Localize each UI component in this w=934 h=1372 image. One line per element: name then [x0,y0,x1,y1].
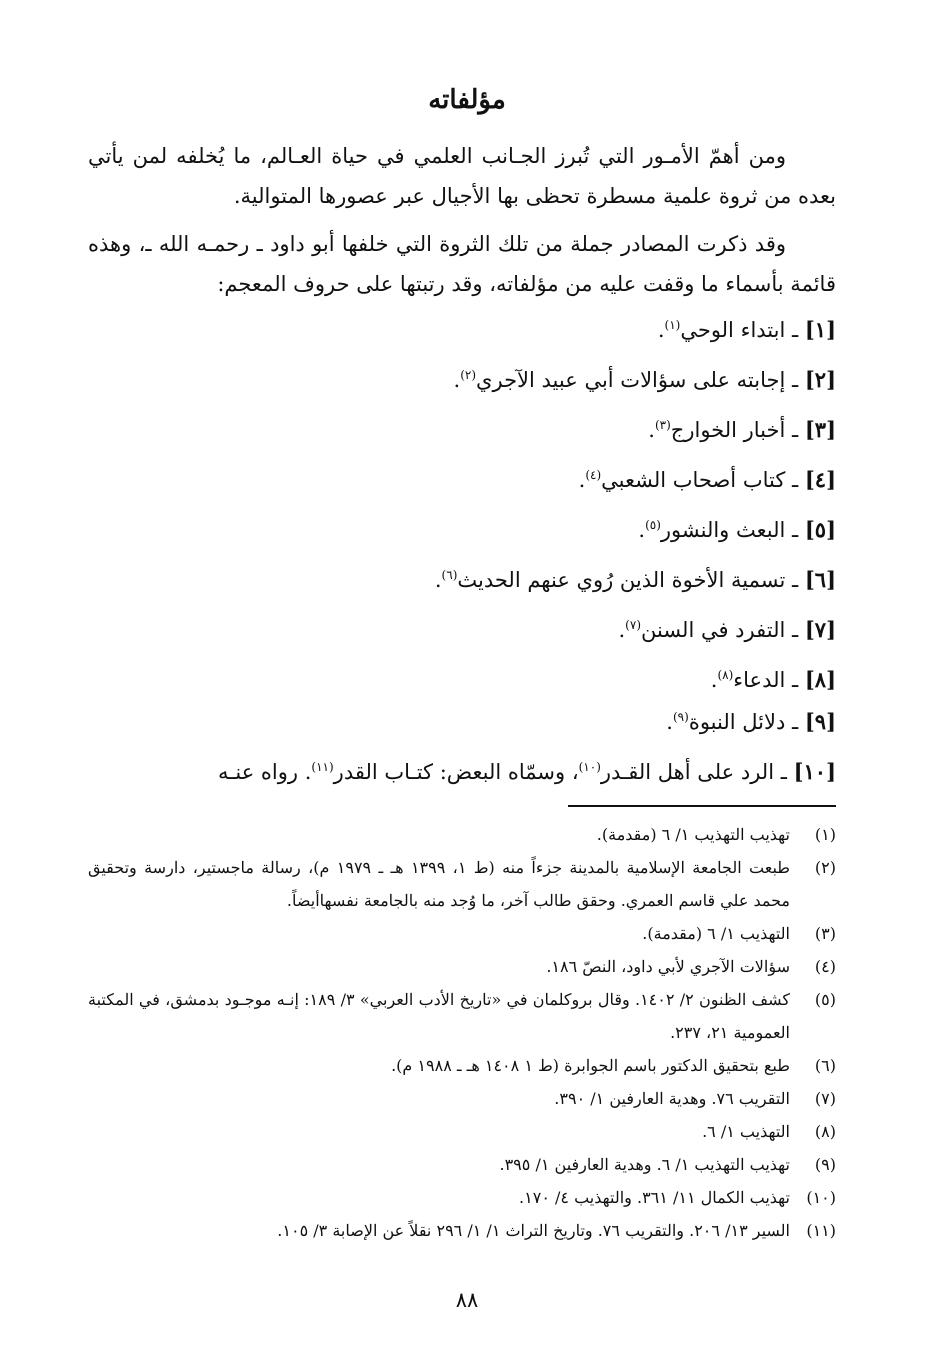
footnote-number: (٥) [814,990,836,1009]
footnote-number: (٧) [814,1089,836,1108]
work-item [88,310,836,360]
footnote-text: السير ١٣/ ٢٠٦. والتقريب ٧٦. وتاريخ التراث ١/ ١/ ٢٩٦ نقلاً عن الإصابة ٣/ ١٠٥. [277,1221,790,1240]
footnote-number: (٩) [814,1155,836,1174]
footnote-ref[interactable]: (٣) [654,418,671,432]
work-item [88,560,836,610]
work-punct: . [648,418,655,442]
work-punct: . [434,568,442,592]
work-punct: . [453,368,461,392]
footnote [88,818,836,851]
footnote-ref[interactable]: (١) [664,318,681,332]
footnote-number: (٨) [814,1122,836,1141]
work-number: [٤] [804,467,836,492]
work-title: ـ الدعاء [733,668,799,692]
work-number: [٩] [804,709,836,734]
footnote-number: (٤) [814,957,836,976]
work-title: ـ إجابته على سؤالات أبي عبيد الآجري [476,368,799,392]
work-number: [١٠] [793,759,836,784]
footnote-ref[interactable]: (٥) [645,518,661,532]
footnote [88,950,836,983]
work-number: [٨] [804,667,836,692]
footnote-text: التهذيب ١/ ٦ (مقدمة). [642,924,790,943]
work-number: [٦] [804,567,836,592]
intro-paragraph [88,224,836,304]
footnote-number: (٢) [814,858,836,877]
work-item [88,410,836,460]
work-item [88,510,836,560]
work-title: ـ البعث والنشور [660,518,799,542]
footnote [88,983,836,1049]
page-number: ٨٨ [455,1288,479,1312]
works-list [88,310,836,802]
footnote-text: سؤالات الآجري لأبي داود، النصّ ١٨٦. [546,957,790,976]
footnote-number: (٣) [814,924,836,943]
footnote-separator [568,805,836,807]
work-title: ـ دلائل النبوة [688,710,799,734]
footnote-ref[interactable]: (١١) [311,760,334,774]
footnote-ref[interactable]: (٩) [672,710,689,724]
work-title: ـ الرد على أهل القـدر [600,760,787,784]
work-punct: . [578,468,586,492]
work-number: [٢] [804,367,836,392]
footnote-number: (١١) [806,1221,836,1240]
footnote-ref[interactable]: (٤) [585,468,602,482]
section-title: مؤلفاته [428,85,506,115]
work-title: ـ تسمية الأخوة الذين رُوي عنهم الحديث [457,568,799,592]
work-title: ـ كتاب أصحاب الشعبي [601,468,799,492]
work-continuation: . رواه عنـه [217,760,312,784]
work-title: ـ التفرد في السنن [641,618,799,642]
work-number: [١] [804,317,836,342]
footnote-number: (٦) [814,1056,836,1075]
intro-paragraph-text: وقد ذكرت المصادر جملة من تلك الثروة التي خلفها أبو داود ـ رحمـه الله ـ، وهذه قائمة بأسماء ما وقفت عليه من مؤلفاته، وقد رتبتها على حروف المعجم: [88,232,836,296]
work-number: [٧] [804,617,836,642]
work-title: ـ ابتداء الوحي [680,318,799,342]
footnote-text: تهذيب التهذيب ١/ ٦. وهدية العارفين ١/ ٣٩٥. [499,1155,790,1174]
work-item [88,360,836,410]
footnote [88,851,836,917]
work-item [88,752,836,802]
work-title: ـ أخبار الخوارج [670,418,799,442]
footnote [88,1148,836,1181]
work-item [88,460,836,510]
work-number: [٣] [804,417,836,442]
work-item [88,610,836,660]
footnote-text: طبع بتحقيق الدكتور باسم الجوابرة (ط ١ ١٤٠٨ هـ ـ ١٩٨٨ م). [391,1056,790,1075]
footnote-text: تهذيب الكمال ١١/ ٣٦١. والتهذيب ٤/ ١٧٠. [519,1188,790,1207]
footnote-text: كشف الظنون ٢/ ١٤٠٢. وقال بروكلمان في «تاريخ الأدب العربي» ٣/ ١٨٩: إنـه موجـود بدمشق، في المكتبة العمومية ٢١، ٢٣٧. [88,990,791,1042]
footnote-number: (١) [814,825,836,844]
footnote [88,1214,836,1247]
work-number: [٥] [804,517,836,542]
work-punct: . [666,710,673,734]
footnote [88,1082,836,1115]
footnote [88,1115,836,1148]
work-punct: . [618,618,626,642]
work-item [88,660,836,702]
footnote-text: طبعت الجامعة الإسلامية بالمدينة جزءاً منه (ط ١، ١٣٩٩ هـ ـ ١٩٧٩ م)، رسالة ماجستير، دارسة وتحقيق محمد علي قاسم العمري. وحقق طالب آخر، ما وُجد منه بالجامعة نفسهاأيضاً. [88,858,791,910]
footnote-ref[interactable]: (٧) [625,618,641,632]
footnote-text: تهذيب التهذيب ١/ ٦ (مقدمة). [596,825,790,844]
footnote-ref[interactable]: (٨) [717,668,734,682]
work-punct: . [657,318,665,342]
footnote-number: (١٠) [806,1188,836,1207]
intro-paragraph-text: ومن أهمّ الأمـور التي تُبرز الجـانب العلمي في حياة العـالم، ما يُخلفه لمن يأتي بعده من ثروة علمية مسطرة تحظى بها الأجيال عبر عصورها المتوالية. [88,144,836,208]
work-punct: . [638,518,646,542]
work-item [88,702,836,752]
footnote-text: التقريب ٧٦. وهدية العارفين ١/ ٣٩٠. [554,1089,790,1108]
intro-paragraph [88,136,836,216]
footnote [88,1181,836,1214]
footnote-text: التهذيب ١/ ٦. [702,1122,790,1141]
footnote [88,917,836,950]
work-punct: . [710,668,718,692]
work-continuation: ، وسمّاه البعض: كتـاب القدر [333,760,579,784]
footnotes-list [88,818,836,1247]
footnote-ref[interactable]: (٢) [460,368,477,382]
footnote [88,1049,836,1082]
footnote-ref[interactable]: (٦) [441,568,458,582]
footnote-ref[interactable]: (١٠) [578,760,601,774]
